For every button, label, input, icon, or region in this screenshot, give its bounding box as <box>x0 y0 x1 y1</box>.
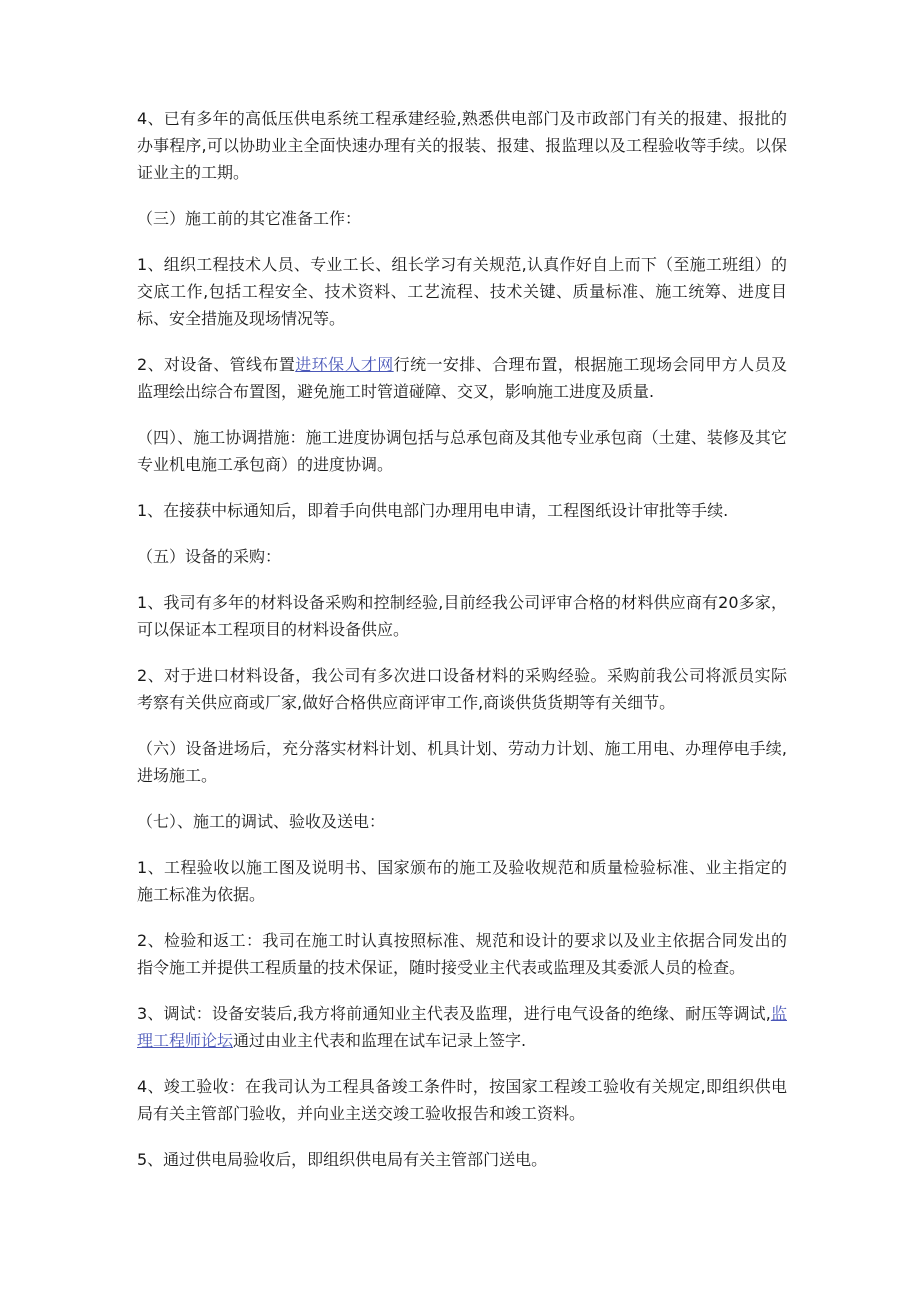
paragraph-text-before-link: 2、对设备、管线布置 <box>137 355 296 374</box>
section-heading-3: （三）施工前的其它准备工作： <box>137 209 362 228</box>
paragraph-text-after-link: 通过由业主代表和监理在试车记录上签字. <box>233 1031 527 1050</box>
paragraph-commissioning <box>137 1000 787 1054</box>
paragraph-imported-equipment: 2、对于进口材料设备，我公司有多次进口设备材料的采购经验。采购前我公司将派员实际考察有关供应商或厂家,做好合格供应商评审工作,商谈供货货期等有关细节。 <box>137 666 787 712</box>
paragraph-organize-staff: 1、组织工程技术人员、专业工长、组长学习有关规范,认真作好自上而下（至施工班组）的交底工作,包括工程安全、技术资料、工艺流程、技术关键、质量标准、施工统筹、进度目标、安全措施及现场情况等。 <box>137 255 787 328</box>
paragraph-completion-acceptance: 4、竣工验收：在我司认为工程具备竣工条件时，按国家工程竣工验收有关规定,即组织供电局有关主管部门验收，并向业主送交竣工验收报告和竣工资料。 <box>137 1077 787 1123</box>
supervisor-forum-link[interactable]: 监理工程师论坛 <box>137 1004 787 1050</box>
paragraph-inspection-rework: 2、检验和返工：我司在施工时认真按照标准、规范和设计的要求以及业主依据合同发出的指令施工并提供工程质量的技术保证，随时接受业主代表或监理及其委派人员的检查。 <box>137 931 787 977</box>
section-heading-7: （七）、施工的调试、验收及送电： <box>137 812 386 831</box>
paragraph-procurement-experience: 1、我司有多年的材料设备采购和控制经验,目前经我公司评审合格的材料供应商有20多家，可以保证本工程项目的材料设备供应。 <box>137 593 787 639</box>
paragraph-equipment-layout <box>137 351 787 405</box>
paragraph-text-after-link: 行统一安排、合理布置，根据施工现场会同甲方人员及监理绘出综合布置图，避免施工时管道碰障、交叉，影响施工进度及质量. <box>137 355 787 401</box>
section-heading-5: （五）设备的采购： <box>137 547 282 566</box>
paragraph-acceptance-basis: 1、工程验收以施工图及说明书、国家颁布的施工及验收规范和质量检验标准、业主指定的施工标准为依据。 <box>137 858 787 904</box>
env-talent-link[interactable]: 进环保人才网 <box>295 355 394 374</box>
paragraph-power-application: 1、在接获中标通知后，即着手向供电部门办理用电申请，工程图纸设计审批等手续. <box>137 501 729 520</box>
paragraph-power-delivery: 5、通过供电局验收后，即组织供电局有关主管部门送电。 <box>137 1150 548 1169</box>
paragraph-text-before-link: 3、调试：设备安装后,我方将前通知业主代表及监理，进行电气设备的绝缘、耐压等调试, <box>137 1004 771 1023</box>
section-heading-6: （六）设备进场后，充分落实材料计划、机具计划、劳动力计划、施工用电、办理停电手续,进场施工。 <box>137 739 787 785</box>
paragraph-item-4-experience: 4、已有多年的高低压供电系统工程承建经验,熟悉供电部门及市政部门有关的报建、报批的办事程序,可以协助业主全面快速办理有关的报装、报建、报监理以及工程验收等手续。以保证业主的工期。 <box>137 109 787 182</box>
section-heading-4: （四）、施工协调措施：施工进度协调包括与总承包商及其他专业承包商（土建、装修及其它专业机电施工承包商）的进度协调。 <box>137 428 787 474</box>
document-body <box>137 105 787 1192</box>
